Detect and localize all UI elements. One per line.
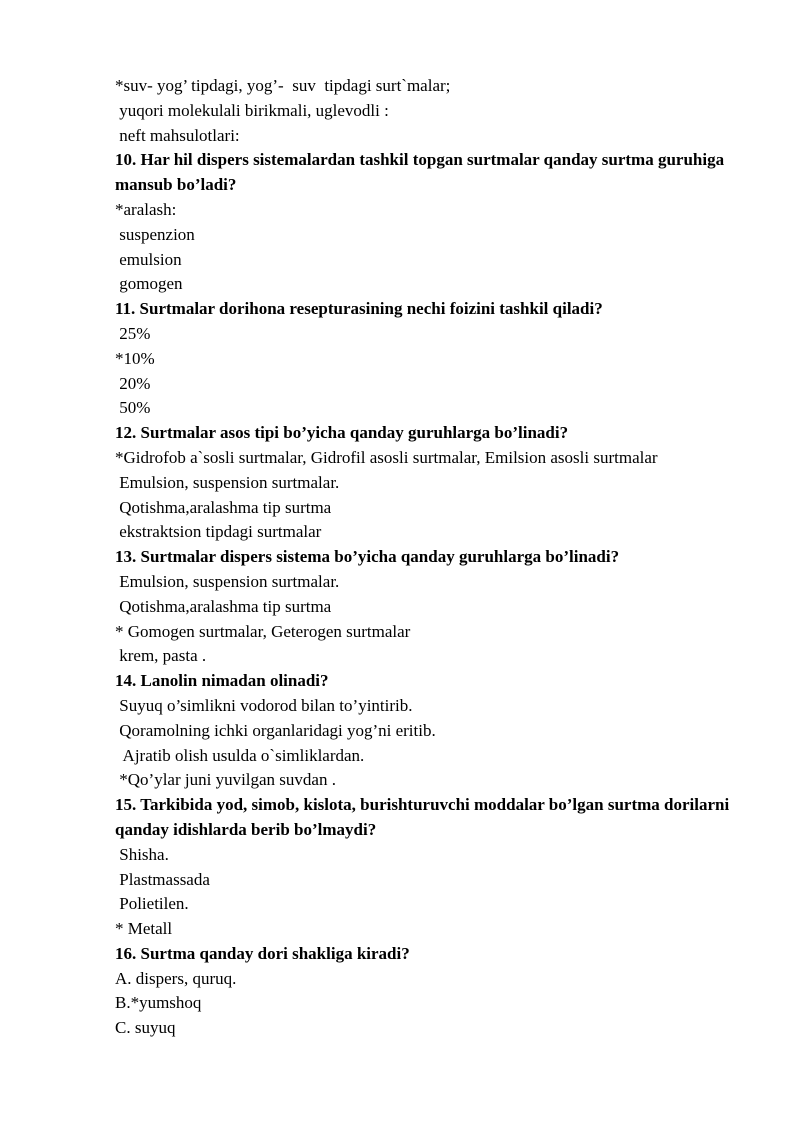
answer-option: Plastmassada bbox=[115, 869, 210, 889]
answer-option: Emulsion, suspension surtmalar. bbox=[115, 571, 340, 591]
answer-option: Shisha. bbox=[115, 844, 169, 864]
answer-option: *suv- yog’ tipdagi, yog’- suv tipdagi surt`malar; bbox=[115, 76, 451, 95]
answer-option: *aralash: bbox=[115, 199, 177, 219]
question-text: 12. Surtmalar asos tipi bo’yicha qanday guruhlarga bo’linadi? bbox=[115, 423, 569, 443]
answer-option: * Metall bbox=[115, 919, 173, 939]
document-body bbox=[115, 74, 755, 1041]
answer-option: Emulsion, suspension surtmalar. bbox=[115, 472, 340, 492]
question-text: 10. Har hil dispers sistemalardan tashkil topgan surtmalar qanday surtma guruhiga mansub bo’ladi? bbox=[115, 150, 725, 195]
answer-option: Suyuq o’simlikni vodorod bilan to’yintirib. bbox=[115, 695, 413, 715]
answer-option: 50% bbox=[115, 398, 151, 418]
question-text: 11. Surtmalar dorihona resepturasining nechi foizini tashkil qiladi? bbox=[115, 299, 603, 319]
answer-option: B.*yumshoq bbox=[115, 993, 202, 1013]
answer-option: 20% bbox=[115, 373, 151, 393]
question-text: 13. Surtmalar dispers sistema bo’yicha qanday guruhlarga bo’linadi? bbox=[115, 547, 620, 567]
answer-option: Qotishma,aralashma tip surtma bbox=[115, 596, 332, 616]
answer-option: *Qo’ylar juni yuvilgan suvdan . bbox=[115, 770, 336, 790]
answer-option: neft mahsulotlari: bbox=[115, 125, 240, 145]
answer-option: 25% bbox=[115, 323, 151, 343]
question-text: 14. Lanolin nimadan olinadi? bbox=[115, 671, 329, 691]
answer-option: A. dispers, quruq. bbox=[115, 968, 237, 988]
answer-option: C. suyuq bbox=[115, 1018, 176, 1038]
question-text: 15. Tarkibida yod, simob, kislota, burishturuvchi moddalar bo’lgan surtma dorilarni qanday idishlarda berib bo’lmaydi? bbox=[115, 795, 730, 839]
answer-option: Polietilen. bbox=[115, 894, 189, 914]
answer-option: krem, pasta . bbox=[115, 646, 207, 666]
answer-option: * Gomogen surtmalar, Geterogen surtmalar bbox=[115, 621, 411, 641]
answer-option: Qoramolning ichki organlaridagi yog’ni eritib. bbox=[115, 720, 436, 740]
answer-option: *Gidrofob a`sosli surtmalar, Gidrofil asosli surtmalar, Emilsion asosli surtmalar bbox=[115, 447, 658, 467]
answer-option: *10% bbox=[115, 348, 155, 368]
question-text: 16. Surtma qanday dori shakliga kiradi? bbox=[115, 943, 410, 963]
answer-option: gomogen bbox=[115, 274, 183, 294]
answer-option: yuqori molekulali birikmali, uglevodli : bbox=[115, 100, 389, 120]
answer-option: suspenzion bbox=[115, 224, 195, 244]
answer-option: Ajratib olish usulda o`simliklardan. bbox=[115, 745, 365, 765]
answer-option: Qotishma,aralashma tip surtma bbox=[115, 497, 332, 517]
answer-option: ekstraktsion tipdagi surtmalar bbox=[115, 522, 322, 542]
answer-option: emulsion bbox=[115, 249, 182, 269]
